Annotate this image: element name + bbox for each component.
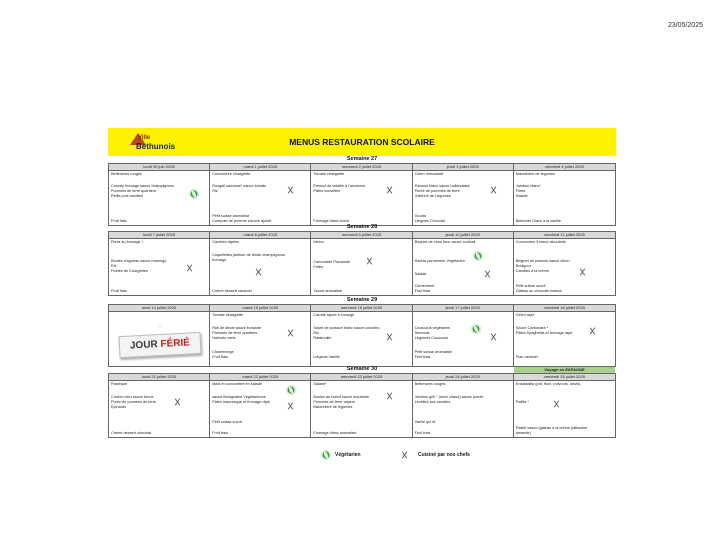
chef-icon [489,185,499,195]
menu-item: Semoule [414,331,430,335]
menu-item: Salade [414,272,427,276]
day-column [514,305,615,366]
day-header: jeudi 3 juillet 2025 [413,164,513,171]
vegetarian-icon [189,189,199,199]
menu-item: Pâtes Spaghettis et fromage râpé [515,331,573,335]
day-header: mardi 8 juillet 2025 [210,232,310,239]
menu-item: Pommes de terre quartiers [212,331,258,335]
menu-item: Boules d'agneau sauce marengo [111,259,167,263]
menu-item: Céleri râpé [515,313,535,317]
vegetarian-icon [286,385,296,395]
week-label: Semaine 30 [346,366,378,372]
day-header: lundi 30 juin 2025 [109,164,209,171]
menu-item: Vache qui rit [414,420,436,424]
menu-item: Beignet de poisson sauce citron [515,259,570,263]
week-27 [108,156,616,226]
menu-item: Maïs et concombre en salade [212,382,262,386]
chef-icon [385,391,395,401]
day-header: mardi 22 juillet 2025 [210,374,310,381]
chef-icon [489,332,499,342]
menu-item: Crousty fromage sauce champignons [111,184,174,188]
menu-item: Crème dessert chocolat [111,431,152,435]
menu-item: Batonnière de légumes [313,405,353,409]
day-column [514,164,615,225]
week-label: Semaine 28 [346,224,378,230]
menu-item: Carottes râpées [212,240,240,244]
day-header: vendredi 4 juillet 2025 [514,164,615,171]
menu-item: Betteraves rouges [414,382,446,386]
menu-item: Macédoine de légumes [515,172,556,176]
week-28 [108,224,616,296]
menu-item: Briques de chou fleur sauce cocktail [414,240,476,244]
menu-item: Céleri rémoulade [414,172,444,176]
menu-item: Boulgour [515,264,531,268]
day-header: vendredi 25 juillet 2025 [514,374,615,381]
menu-item: Tomate vinaigrette [313,172,345,176]
menu-item: Rôti de dinde sauce échalote [212,326,262,330]
day-column [109,305,210,366]
day-header: jeudi 10 juillet 2025 [413,232,513,239]
menu-item: Carotte râpée à l'orange [313,313,355,317]
day-column [210,232,311,295]
menu-item: Fromage blanc aromatisé [313,431,357,435]
menu-item: Concombre fl blanc ciboulette [515,240,566,244]
page-title: MENUS RESTAURATION SCOLAIRE [289,137,435,147]
chef-icon [385,332,395,342]
vegetarian-icon [473,251,483,261]
day-column [413,164,514,225]
menu-item: Poisson blanc sauce hollandaise [414,184,470,188]
menu-item: Carbonade Flamande [313,260,351,264]
menu-item: Salami* [313,382,327,386]
menu-item: Gouda [414,214,426,218]
day-header: mardi 15 juillet 2025 [210,305,310,312]
menu-item: Frites [313,265,323,269]
vegetarian-icon [471,324,481,334]
holiday-text-ferie: FÉRIÉ [160,337,191,350]
menu-item: Fruit frais [111,219,127,223]
week-30 [108,366,616,438]
menu-item: Camembert [414,284,435,288]
menu-item: Riz [212,189,218,193]
chef-icon [286,401,296,411]
menu-item: Fruit frais [414,431,431,435]
menu-item: Chanteneige [212,350,234,354]
day-header: jeudi 17 juillet 2025 [413,305,513,312]
menu-item: Boules au boeuf sauce moutarde [313,395,370,399]
menu-item: Légumes Couscous [414,336,449,340]
menu-item: Hachis parmentier Végétarien [414,259,465,263]
day-column [413,305,514,366]
day-column [311,232,412,295]
menu-item: Coquillettes jambon de dinde champignons [212,253,285,257]
day-column [311,164,412,225]
menu-item: Couscous végétarien [414,326,451,330]
chef-icon [254,267,264,277]
chef-icon [185,263,195,273]
menu-item: Epinards [111,405,126,409]
day-column [514,367,615,437]
menu-item: Fromage blanc sucré [313,219,350,223]
menu-item: Fruit frais [111,289,127,293]
menu-item: Pâtes nouvelles [313,189,341,193]
chef-icon [483,269,493,279]
legend-chef-label: Cuisiné par nos chefs [418,452,470,458]
menu-item: Batonnet Glacé à la vanille [515,219,561,223]
day-column [311,374,412,437]
day-column [210,164,311,225]
menu-item: Pommes de terre quartiers [111,189,156,193]
day-header: mardi 1 juillet 2025 [210,164,310,171]
menu-item: Petit suisse sucré [212,420,242,424]
chef-icon [286,185,296,195]
day-column [210,374,311,437]
menu-item: Pâtes mauresque et fromage râpé [212,400,270,404]
menu-item: Tomate vinaigrette [212,313,244,317]
day-header: mercredi 23 juillet 2025 [311,374,411,381]
day-column [311,305,412,366]
day-header: lundi 14 juillet 2025 [109,305,209,312]
menu-item: Frites [515,189,526,193]
holiday-board [118,332,201,358]
menu-item: Liégeois Chocolat [414,219,445,223]
menu-item: Riz [111,264,117,268]
menu-item: Petit suisse aromatisé [414,350,452,354]
week-29 [108,297,616,367]
menu-item: Concombre vinaigrette [212,172,251,176]
day-column [109,232,210,295]
legend-vegetarian-icon [321,450,331,460]
logo-line2: Bethunois [136,142,176,151]
chef-icon [365,256,375,266]
chef-icon [588,326,598,336]
chef-icon [385,185,395,195]
menu-item: amande) [515,431,531,435]
menu-item: Petit suisse aromatisé [212,214,250,218]
day-column [109,374,210,437]
menu-item: Sauté de poisson blanc sauce colombo [313,326,380,330]
menu-item: Paëlla * [515,400,529,404]
menu-item: Compote de pomme s/sucre ajouté [212,219,272,223]
legend-vegetarian-label: Végétarien [335,452,361,458]
week-label: Semaine 27 [346,156,378,162]
day-header: lundi 21 juillet 2025 [109,374,209,381]
title-banner [108,128,616,156]
menu-item: Gâteau au chocolat maison [515,289,563,293]
menu-item: Melon [313,240,324,244]
menu-item: Rougail saucisse* sauce tomate [212,184,267,188]
day-header: lundi 7 juillet 2025 [109,232,209,239]
menu-item: Pastel vasco (gâteau à la crème pâtissière [515,426,588,430]
day-header: vendredi 11 juillet 2025 [514,232,615,239]
chef-icon [286,328,296,338]
chef-icon [173,397,183,407]
day-column [210,305,311,366]
menu-item: Betteraves rouges [111,172,142,176]
menu-item: Fruit frais [212,355,229,359]
menu-item: Fruit frais [414,355,431,359]
day-header: vendredi 18 juillet 2025 [514,305,615,312]
holiday-sign [119,326,201,356]
day-column [413,232,514,295]
logo-line1: Ville [138,135,151,141]
day-header: mercredi 9 juillet 2025 [311,232,411,239]
menu-item: Ratatouille [313,336,332,340]
menu-item: Liégeois Vanille [313,355,340,359]
menu-item: Pizza au fromage \ [111,240,143,244]
legend-chef-icon [400,450,410,460]
day-header: jeudi 24 juillet 2025 [413,374,513,381]
menu-item: Ensaladilla (pdt, thon, poivrons, oeufs) [515,382,581,386]
menu-item: Flan caramel [515,355,538,359]
menu-item: Purée de pommes de terre [414,189,460,193]
print-date: 23/05/2025 [667,22,703,29]
menu-item: Poêlée de Courgettes [111,269,148,273]
menu-item: Carottes à la crème [515,269,549,273]
day-column [413,374,514,437]
menu-item: Jambon blanc* [515,184,541,188]
menu-item: Lentilles aux carottes [414,400,451,404]
menu-item: Sauce Carbonara * [515,326,549,330]
menu-item: Emincé de volaille à l'ancienne [313,184,366,188]
menu-item: sauce Bolognaise Végétarienne [212,395,266,399]
menu-item: Salade [515,194,528,198]
menu-item: Pastèque [111,382,128,386]
menu-item: fromage [212,258,227,262]
day-column [514,232,615,295]
menu-item: Purée de pommes de terre [111,400,157,404]
menu-item: Riz [313,331,319,335]
chef-icon [552,399,562,409]
day-header: mercredi 2 juillet 2025 [311,164,411,171]
day-column [109,164,210,225]
menu-item: Haricots verts [212,336,236,340]
week-label: Semaine 29 [346,297,378,303]
menu-item: Julienne de Légumes [414,194,451,198]
menu-item: Petits pois carottes [111,194,144,198]
chef-icon [578,267,588,277]
trip-header: Voyage en ESPAGNE [514,367,615,374]
menu-item: Jambon grill * (servi chaud) sauce poivre [414,395,484,399]
menu-item: Fruit frais [414,289,431,293]
holiday-text-jour: JOUR [129,338,161,352]
day-header: mercredi 16 juillet 2025 [311,305,411,312]
menu-item: Cordon bleu sauce brune [111,395,154,399]
menu-item: Petit suisse sucré [515,284,546,288]
menu-item: Crème dessert caramel [212,289,252,293]
menu-item: Fruit frais [212,431,229,435]
menu-item: Pommes de terre vapeur [313,400,356,404]
menu-item: Yaourt aromatisé [313,289,343,293]
